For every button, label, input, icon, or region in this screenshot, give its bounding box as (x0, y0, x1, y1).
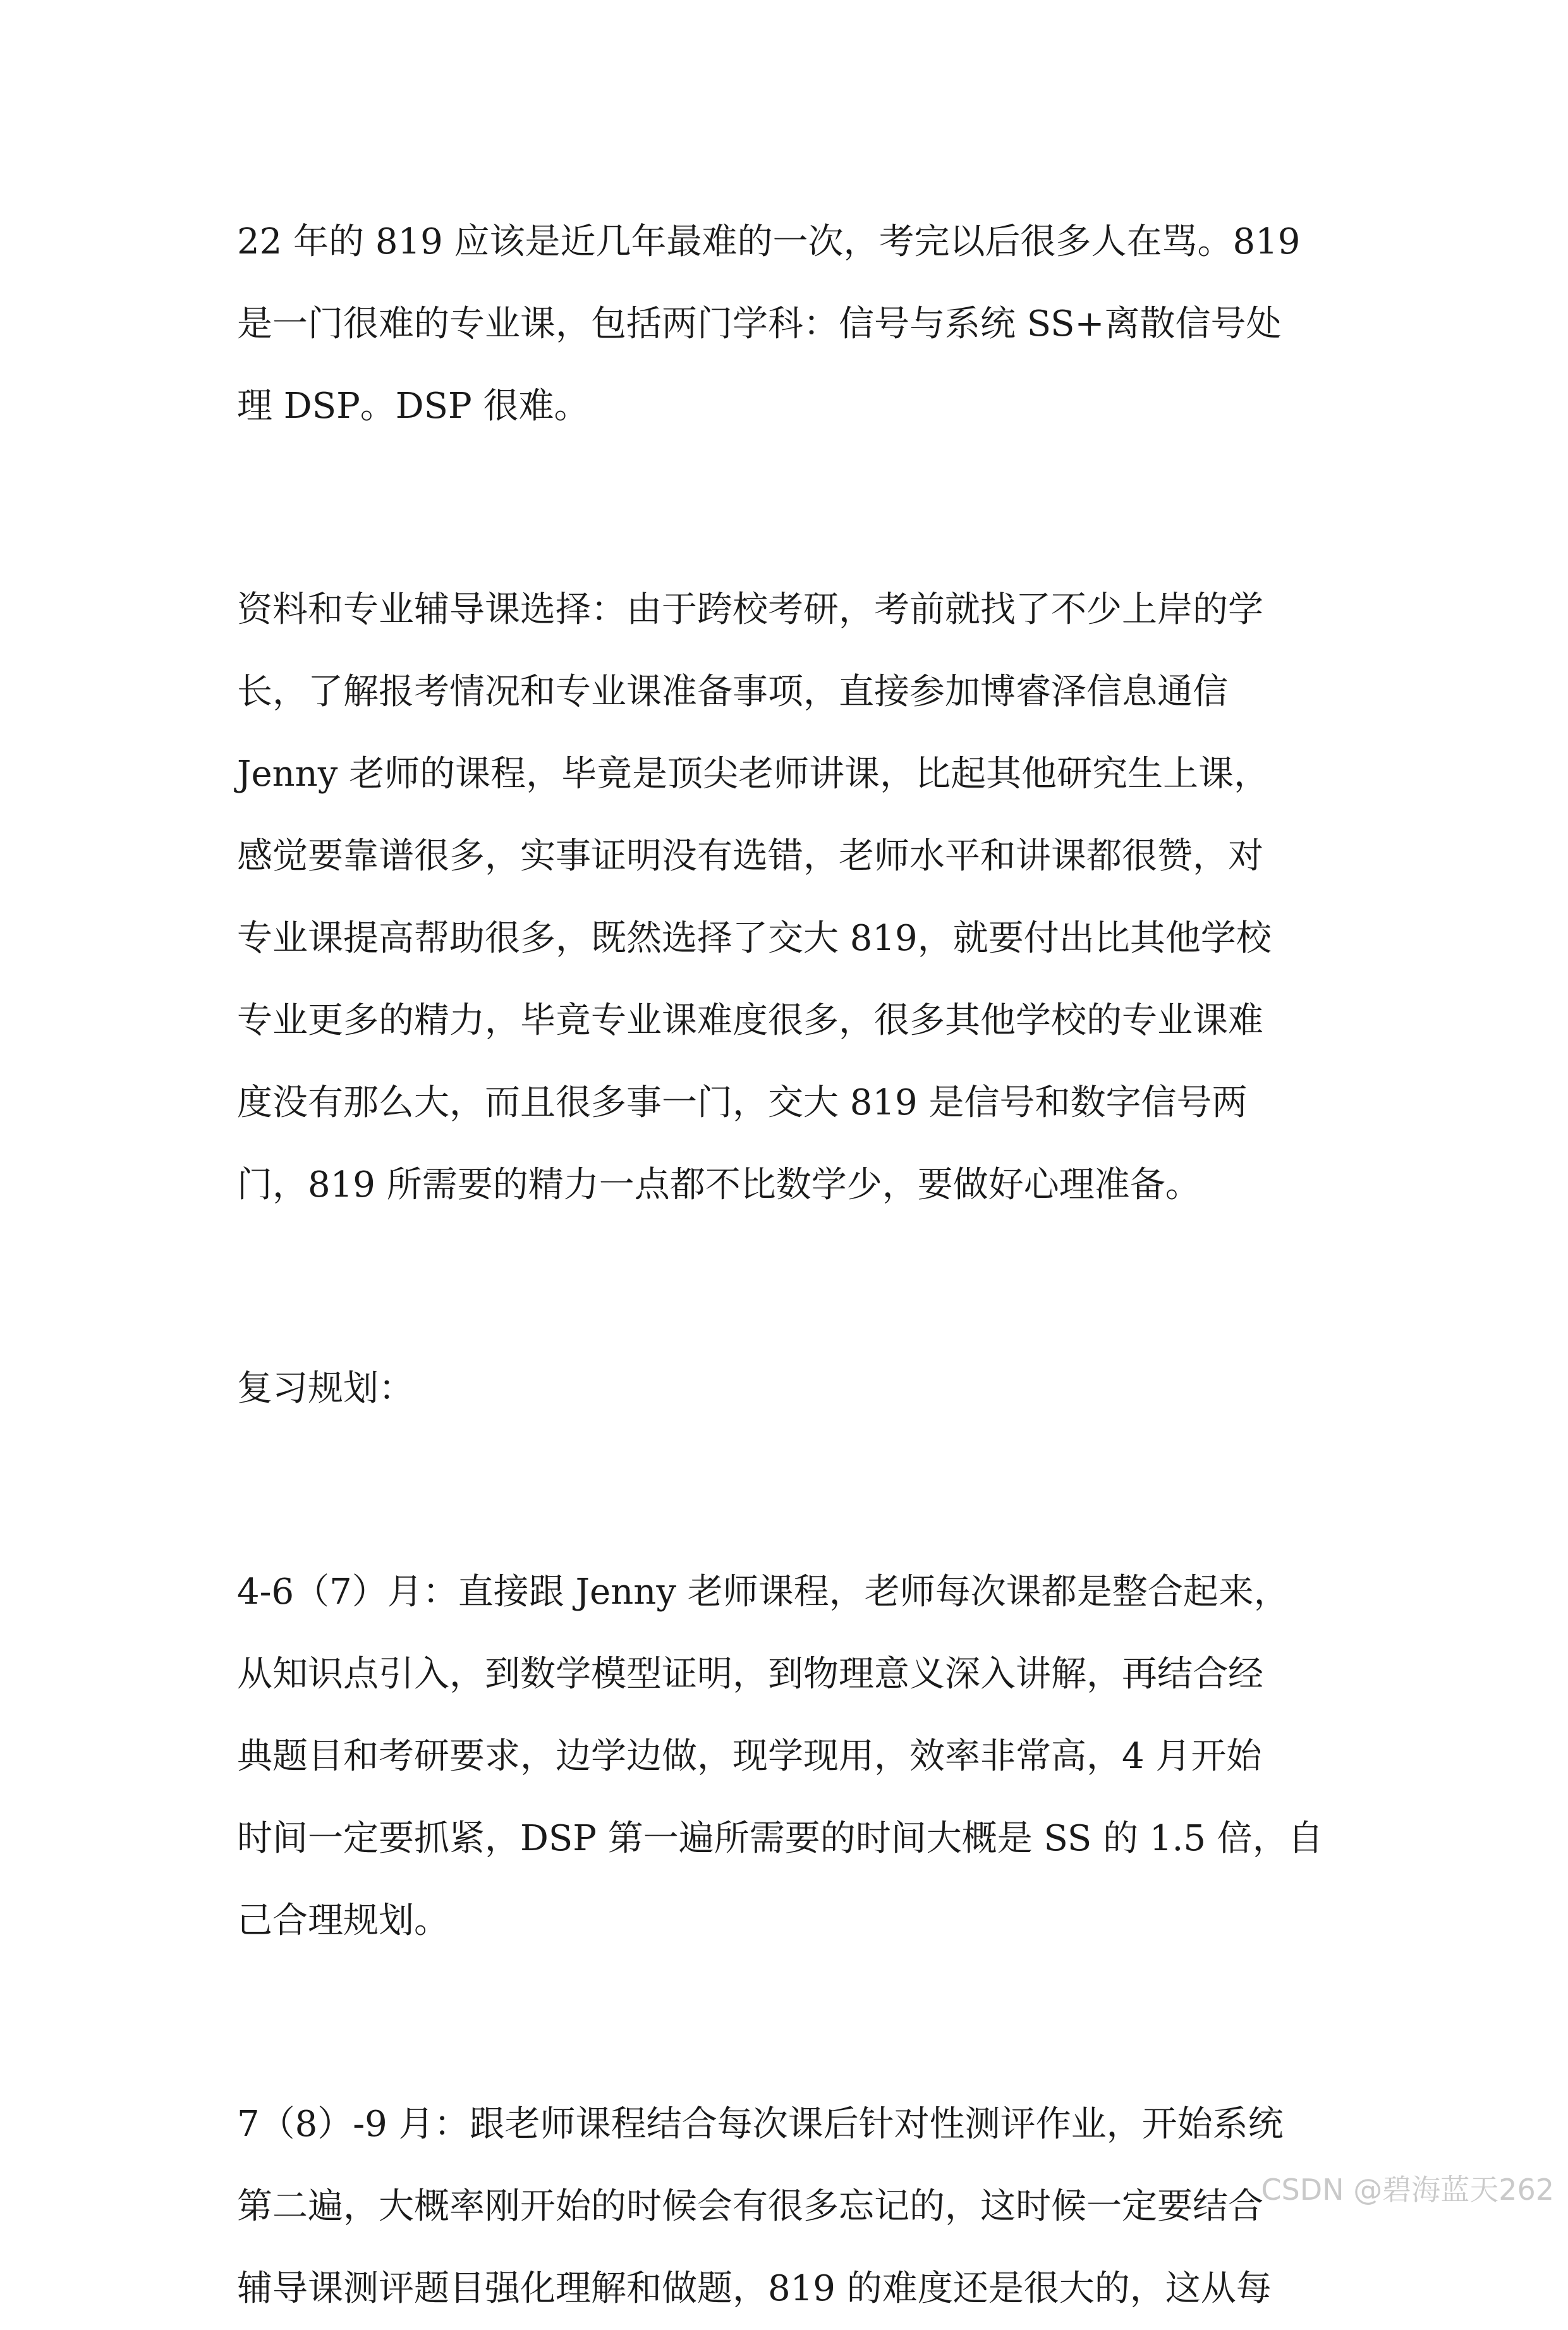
text-line: 己合理规划。 (237, 1900, 449, 1941)
text-line: 4-6（7）月：直接跟 Jenny 老师课程，老师每次课都是整合起来， (237, 1571, 1289, 1613)
paragraph-plan-heading (237, 1348, 1324, 1430)
text-line: 7（8）-9 月：跟老师课程结合每次课后针对性测评作业，开始系统 (237, 2104, 1284, 2145)
paragraph-apr-jun (237, 1551, 1324, 1962)
document-body (237, 201, 1324, 2330)
text-line: 复习规划： (237, 1368, 414, 1409)
paragraph-gap (237, 1962, 1324, 2083)
paragraph-jul-sep (237, 2083, 1324, 2330)
paragraph-gap (237, 448, 1324, 569)
text-line: Jenny 老师的课程，毕竟是顶尖老师讲课，比起其他研究生上课， (237, 753, 1270, 795)
paragraph-materials (237, 569, 1324, 1226)
text-line: 典题目和考研要求，边学边做，现学现用，效率非常高，4 月开始 (237, 1736, 1262, 1777)
text-line: 22 年的 819 应该是近几年最难的一次，考完以后很多人在骂。819 (237, 221, 1301, 262)
text-line: 长，了解报考情况和专业课准备事项，直接参加博睿泽信息通信 (237, 671, 1228, 712)
text-line: 门，819 所需要的精力一点都不比数学少，要做好心理准备。 (237, 1164, 1201, 1205)
text-line: 专业更多的精力，毕竟专业课难度很多，很多其他学校的专业课难 (237, 1000, 1263, 1041)
text-line: 理 DSP。DSP 很难。 (237, 386, 590, 427)
text-line: 第二遍，大概率刚开始的时候会有很多忘记的，这时候一定要结合 (237, 2186, 1263, 2227)
paragraph-gap (237, 1430, 1324, 1551)
text-line: 是一门很难的专业课，包括两门学科：信号与系统 SS+离散信号处 (237, 303, 1282, 345)
text-line: 资料和专业辅导课选择：由于跨校考研，考前就找了不少上岸的学 (237, 589, 1263, 630)
paragraph-intro (237, 201, 1324, 448)
text-line: 从知识点引入，到数学模型证明，到物理意义深入讲解，再结合经 (237, 1654, 1263, 1695)
text-line: 专业课提高帮助很多，既然选择了交大 819，就要付出比其他学校 (237, 918, 1272, 959)
paragraph-gap (237, 1226, 1324, 1348)
watermark-text: CSDN @碧海蓝天262 (1261, 2173, 1554, 2207)
text-line: 度没有那么大，而且很多事一门，交大 819 是信号和数字信号两 (237, 1082, 1248, 1123)
text-line: 时间一定要抓紧，DSP 第一遍所需要的时间大概是 SS 的 1.5 倍，自 (237, 1818, 1323, 1859)
text-line: 感觉要靠谱很多，实事证明没有选错，老师水平和讲课都很赞，对 (237, 836, 1263, 877)
text-line: 辅导课测评题目强化理解和做题，819 的难度还是很大的，这从每 (237, 2268, 1272, 2309)
